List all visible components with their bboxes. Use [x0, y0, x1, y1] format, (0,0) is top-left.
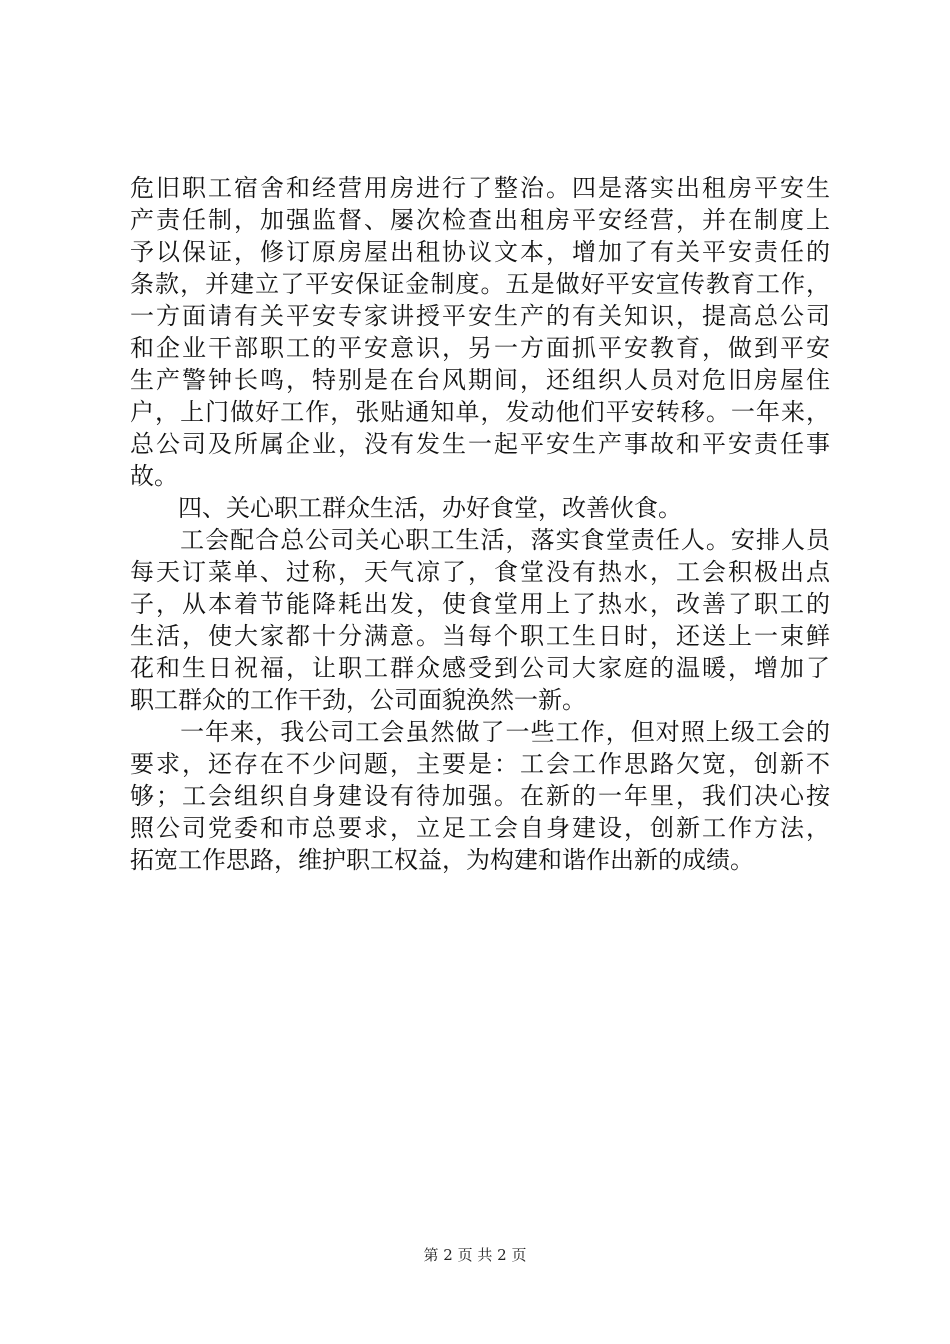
text-line: 条款，并建立了平安保证金制度。五是做好平安宣传教育工作， [130, 270, 830, 298]
text-line: 每天订菜单、过称，天气凉了，食堂没有热水，工会积极出点 [130, 558, 830, 586]
text-line: 够；工会组织自身建设有待加强。在新的一年里，我们决心按 [130, 782, 830, 810]
text-line: 职工群众的工作干劲，公司面貌涣然一新。 [130, 686, 586, 714]
text-line: 生产警钟长鸣，特别是在台风期间，还组织人员对危旧房屋住 [130, 366, 830, 394]
text-line: 照公司党委和市总要求，立足工会自身建设，创新工作方法， [130, 814, 830, 842]
text-line: 花和生日祝福，让职工群众感受到公司大家庭的温暖，增加了 [130, 654, 830, 682]
text-line: 产责任制，加强监督、屡次检查出租房平安经营，并在制度上 [130, 206, 830, 234]
text-line: 生活，使大家都十分满意。当每个职工生日时，还送上一束鲜 [130, 622, 830, 650]
text-line: 故。 [130, 462, 178, 490]
text-line: 和企业干部职工的平安意识，另一方面抓平安教育，做到平安 [130, 334, 830, 362]
page-number-footer: 第 2 页 共 2 页 [423, 1246, 527, 1264]
text-line: 予以保证，修订原房屋出租协议文本，增加了有关平安责任的 [130, 238, 830, 266]
text-line: 户，上门做好工作，张贴通知单，发动他们平安转移。一年来， [130, 398, 830, 426]
text-line: 子，从本着节能降耗出发，使食堂用上了热水，改善了职工的 [130, 590, 830, 618]
document-body [130, 172, 830, 876]
text-line: 总公司及所属企业，没有发生一起平安生产事故和平安责任事 [130, 430, 830, 458]
text-line: 一方面请有关平安专家讲授平安生产的有关知识，提高总公司 [130, 302, 830, 330]
section-heading: 四、关心职工群众生活，办好食堂，改善伙食。 [130, 494, 682, 522]
text-line: 拓宽工作思路，维护职工权益，为构建和谐作出新的成绩。 [130, 846, 754, 874]
text-line: 一年来，我公司工会虽然做了一些工作，但对照上级工会的 [130, 718, 830, 746]
text-line: 要求，还存在不少问题，主要是：工会工作思路欠宽，创新不 [130, 750, 830, 778]
text-line: 危旧职工宿舍和经营用房进行了整治。四是落实出租房平安生 [130, 174, 830, 202]
text-line: 工会配合总公司关心职工生活，落实食堂责任人。安排人员 [130, 526, 830, 554]
